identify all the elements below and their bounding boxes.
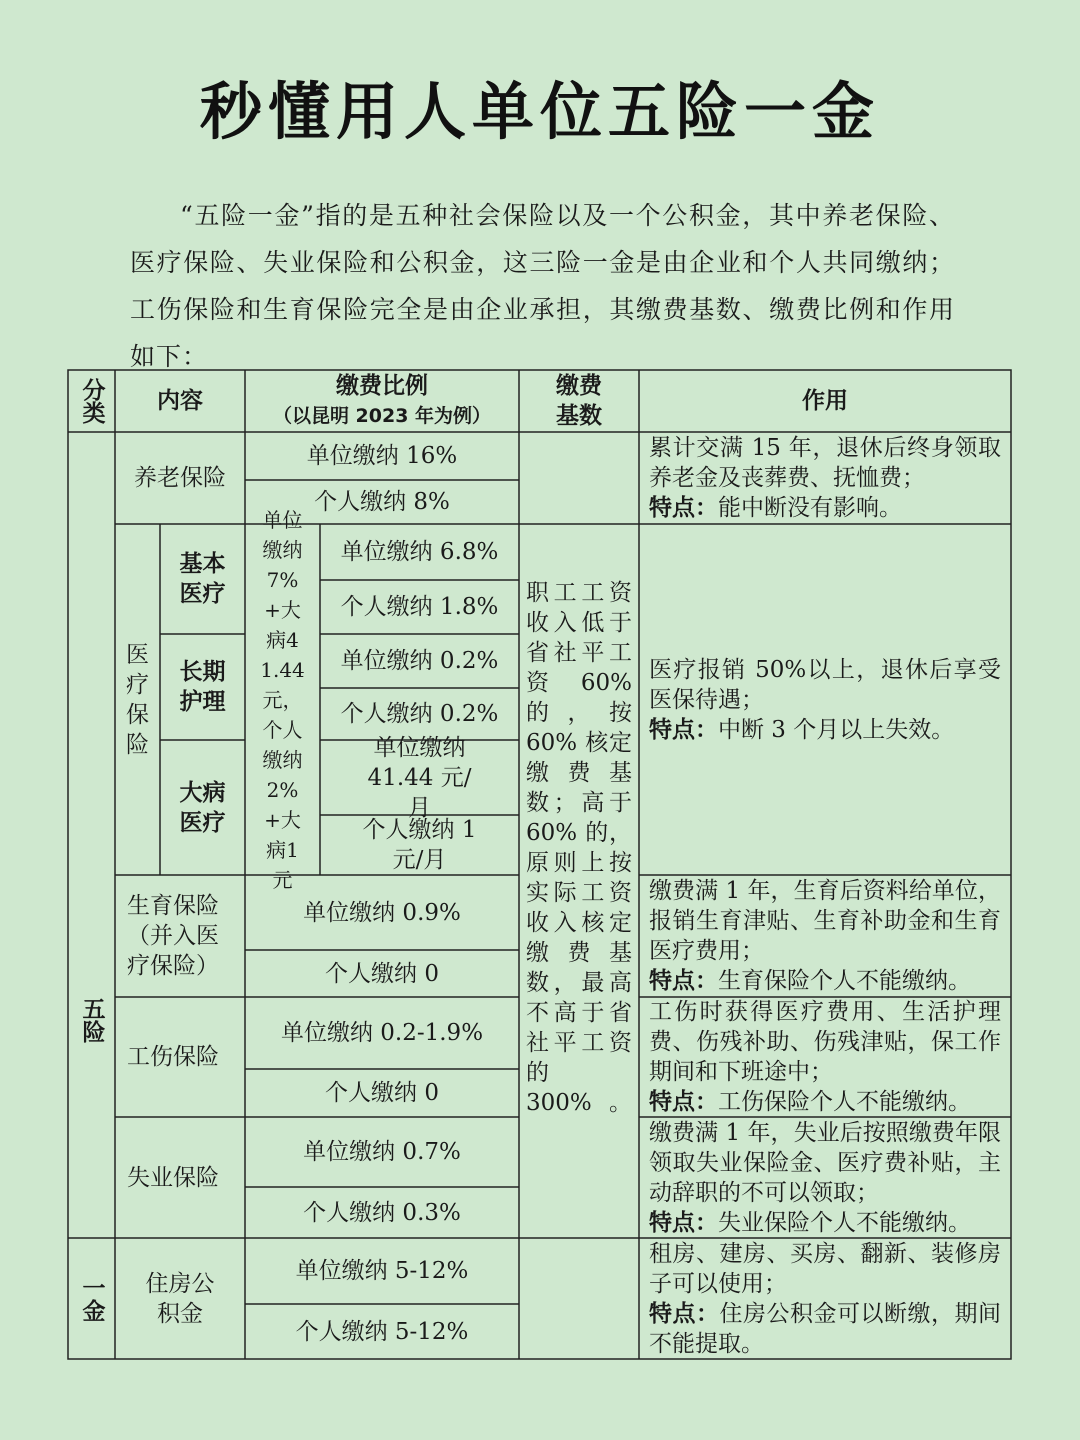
category-five-insurance: 五险: [78, 997, 105, 1043]
injury-usage-text: 工伤时获得医疗费用、生活护理费、伤残补助、伤残津贴，保工作期间和下班途中；: [649, 999, 1001, 1085]
medical-feature-label: 特点：: [649, 716, 718, 743]
intro-paragraph: “五险一金”指的是五种社会保险以及一个公积金，其中养老保险、医疗保险、失业保险和公积金，这三险一金是由企业和个人共同缴纳；工伤保险和生育保险完全是由企业承担，其缴费基数、缴费比例和作用如下：: [130, 201, 955, 371]
medical-usage: [639, 524, 1011, 875]
maternity-personal: 个人缴纳 0: [325, 960, 439, 987]
unemployment-usage: [639, 1117, 1011, 1238]
medical-basic-unit: 单位缴纳 6.8%: [340, 539, 499, 565]
maternity-feature-label: 特点：: [649, 968, 718, 994]
medical-summary: 单位缴纳7%+大病41.44元，个人缴纳2%+大病1元: [260, 507, 305, 892]
maternity-unit: 单位缴纳 0.9%: [303, 899, 461, 926]
header-base: 缴费基数: [556, 373, 602, 429]
header-category: 分类: [78, 378, 105, 424]
fund-personal: 个人缴纳 5-12%: [295, 1318, 469, 1345]
injury-unit: 单位缴纳 0.2-1.9%: [280, 1020, 484, 1046]
unemployment-name: 失业保险: [127, 1164, 219, 1191]
medical-serious-personal: 个人缴纳 1 元/月: [362, 817, 477, 873]
header-ratio-title: 缴费比例: [336, 373, 428, 399]
unemployment-personal: 个人缴纳 0.3%: [303, 1199, 461, 1226]
header-ratio-sub: （以昆明 2023 年为例）: [272, 405, 492, 427]
maternity-usage-text: 缴费满 1 年，生育后资料给单位，报销生育津贴、生育补助金和生育医疗费用；: [649, 878, 1001, 964]
pension-personal: 个人缴纳 8%: [314, 489, 450, 515]
pension-unit: 单位缴纳 16%: [306, 443, 458, 469]
medical-feature: 中断 3 个月以上失效。: [718, 716, 955, 743]
medical-ltc-personal: 个人缴纳 0.2%: [340, 701, 499, 727]
maternity-usage: [639, 875, 1011, 997]
injury-feature: 工伤保险个人不能缴纳。: [718, 1089, 971, 1115]
medical-basic-personal: 个人缴纳 1.8%: [340, 594, 499, 620]
medical-name: 医疗保险: [126, 641, 149, 758]
injury-name: 工伤保险: [127, 1044, 219, 1070]
medical-usage-text: 医疗报销 50%以上，退休后享受医保待遇；: [649, 656, 1001, 713]
unemployment-unit: 单位缴纳 0.7%: [303, 1139, 461, 1165]
pension-usage-text: 累计交满 15 年，退休后终身领取养老金及丧葬费、抚恤费；: [649, 435, 1001, 491]
pension-name: 养老保险: [134, 465, 226, 491]
medical-serious-unit: 单位缴纳 41.44 元/月: [367, 734, 472, 821]
medical-basic-name: 基本医疗: [179, 551, 226, 607]
pension-feature-label: 特点：: [649, 495, 718, 521]
injury-feature-label: 特点：: [649, 1089, 718, 1115]
unemployment-usage-text: 缴费满 1 年，失业后按照缴费年限领取失业保险金、医疗费补贴，主动辞职的不可以领取；: [649, 1119, 1001, 1206]
fund-unit: 单位缴纳 5-12%: [295, 1258, 469, 1284]
medical-ltc-name: 长期护理: [179, 659, 226, 715]
category-one-fund: 一金: [78, 1275, 105, 1322]
injury-personal: 个人缴纳 0: [325, 1080, 439, 1106]
fund-usage-text: 租房、建房、买房、翻新、装修房子可以使用；: [649, 1240, 1001, 1297]
contribution-base-text: 职工工资收入低于省社平工资 60% 的，按 60% 核定缴费基数；高于 60% 的，原则上按实际工资收入核定缴费基数，最高不高于省社平工资的 300%。: [526, 580, 632, 1116]
pension-usage: [639, 432, 1011, 524]
unemployment-feature: 失业保险个人不能缴纳。: [718, 1209, 971, 1236]
injury-usage: [639, 997, 1011, 1117]
medical-ltc-unit: 单位缴纳 0.2%: [340, 648, 499, 674]
header-usage: 作用: [802, 388, 848, 414]
fund-feature: 住房公积金可以断缴，期间不能提取。: [649, 1300, 1001, 1357]
medical-serious-name: 大病医疗: [179, 779, 226, 836]
fund-usage: [639, 1238, 1011, 1359]
header-content: 内容: [157, 388, 203, 414]
maternity-name: 生育保险（并入医疗保险）: [127, 893, 219, 979]
maternity-feature: 生育保险个人不能缴纳。: [718, 968, 971, 994]
page-title: 秒懂用人单位五险一金: [199, 75, 880, 148]
fund-name: 住房公积金: [145, 1270, 215, 1327]
unemployment-feature-label: 特点：: [649, 1209, 718, 1236]
fund-feature-label: 特点：: [649, 1300, 720, 1327]
header-ratio: [245, 370, 519, 432]
pension-feature: 能中断没有影响。: [718, 495, 902, 521]
